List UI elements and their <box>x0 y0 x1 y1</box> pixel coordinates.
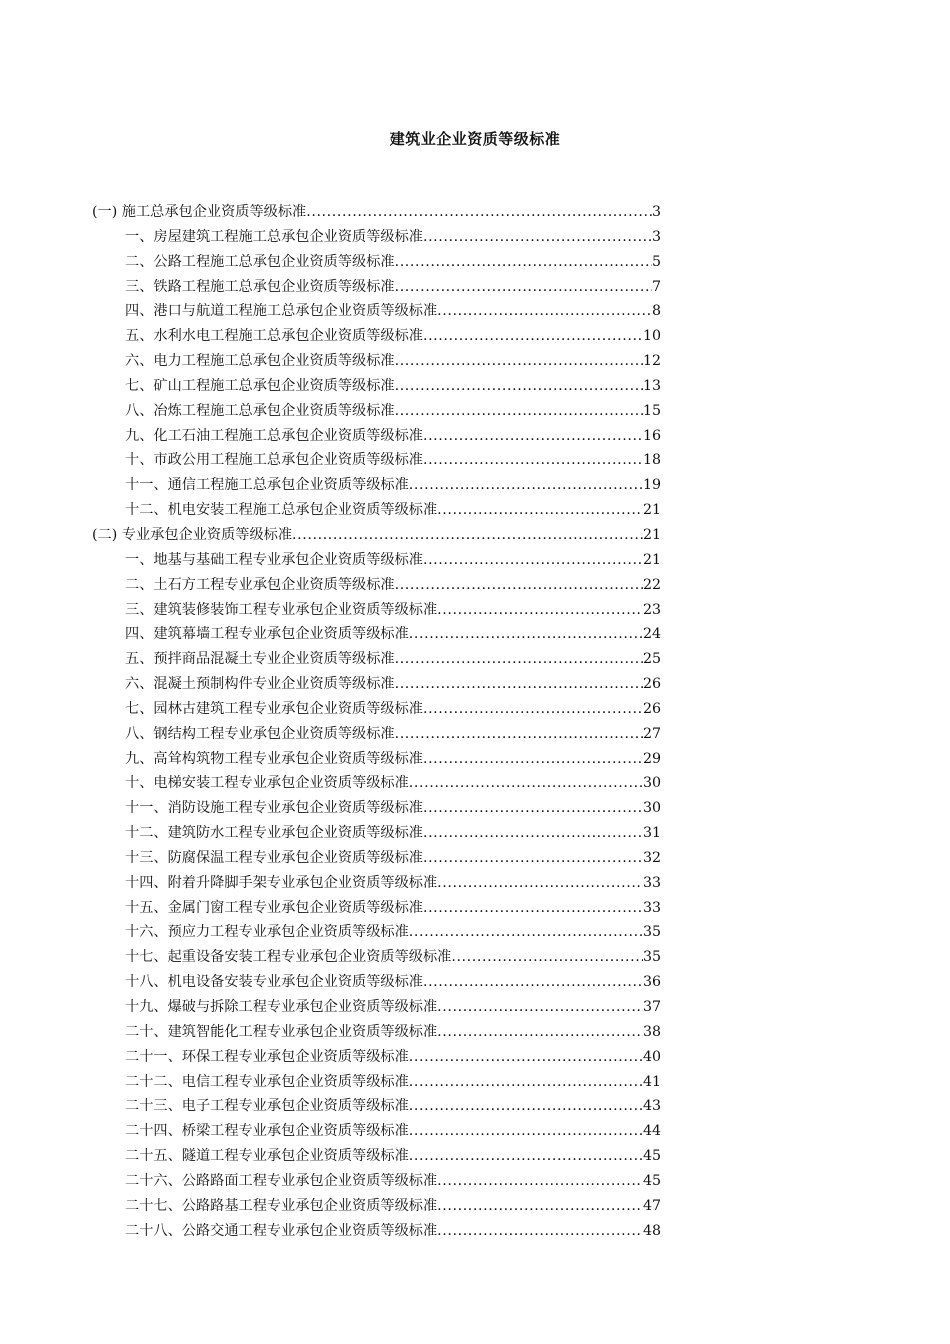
toc-entry[interactable] <box>92 1045 661 1070</box>
toc-entry-page-number: 38 <box>642 1023 661 1040</box>
toc-entry-page-number: 36 <box>642 974 661 991</box>
toc-entry-label: 九、高耸构筑物工程专业承包企业资质等级标准 <box>125 750 423 767</box>
toc-entry-label: 二、土石方工程专业承包企业资质等级标准 <box>125 576 395 593</box>
toc-dot-leader <box>395 647 643 672</box>
toc-entry-page-number: 27 <box>642 725 661 742</box>
toc-entry[interactable] <box>92 1119 661 1144</box>
toc-entry-label: 三、建筑装修装饰工程专业承包企业资质等级标准 <box>125 601 438 618</box>
toc-entry-page-number: 45 <box>642 1148 661 1165</box>
toc-entry[interactable] <box>92 920 661 945</box>
toc-entry[interactable] <box>92 697 661 722</box>
toc-entry-page-number: 5 <box>651 253 661 270</box>
toc-entry[interactable] <box>92 945 661 970</box>
toc-entry-page-number: 21 <box>642 526 661 543</box>
toc-entry-page-number: 33 <box>642 899 661 916</box>
toc-entry-label: 五、预拌商品混凝土专业企业资质等级标准 <box>125 651 395 668</box>
toc-entry-label: 二十六、公路路面工程专业承包企业资质等级标准 <box>125 1172 438 1189</box>
toc-entry-page-number: 29 <box>642 750 661 767</box>
toc-dot-leader <box>395 275 652 300</box>
toc-entry-page-number: 21 <box>642 551 661 568</box>
toc-entry-page-number: 37 <box>642 999 661 1015</box>
toc-dot-leader <box>409 622 643 647</box>
toc-entry-page-number: 19 <box>642 477 661 494</box>
toc-entry-label: 十三、防腐保温工程专业承包企业资质等级标准 <box>125 849 423 866</box>
toc-entry-page-number: 32 <box>642 849 661 866</box>
toc-entry-label: 二十一、环保工程专业承包企业资质等级标准 <box>125 1048 409 1065</box>
toc-entry-label: 三、铁路工程施工总承包企业资质等级标准 <box>125 278 395 295</box>
toc-entry[interactable] <box>92 672 661 697</box>
toc-dot-leader <box>423 448 643 473</box>
toc-entry-label: 二十二、电信工程专业承包企业资质等级标准 <box>125 1073 409 1090</box>
toc-entry-page-number: 41 <box>642 1073 661 1090</box>
toc-entry-label: 六、混凝土预制构件专业企业资质等级标准 <box>125 676 395 693</box>
toc-entry[interactable] <box>92 548 661 573</box>
toc-dot-leader <box>437 498 643 523</box>
toc-entry-label: 二十八、公路交通工程专业承包企业资质等级标准 <box>125 1222 438 1239</box>
toc-entry-label: 十二、机电安装工程施工总承包企业资质等级标准 <box>125 502 438 519</box>
toc-entry-label: 七、园林古建筑工程专业承包企业资质等级标准 <box>125 700 423 717</box>
toc-entry-page-number: 45 <box>642 1172 661 1189</box>
toc-entry-label: 十二、建筑防水工程专业承包企业资质等级标准 <box>125 825 423 842</box>
toc-entry[interactable] <box>92 299 661 324</box>
toc-entry-label: 二十五、隧道工程专业承包企业资质等级标准 <box>125 1148 409 1165</box>
toc-entry-label: 八、冶炼工程施工总承包企业资质等级标准 <box>125 402 395 419</box>
toc-dot-leader <box>292 523 643 548</box>
toc-entry-page-number: 47 <box>642 1197 661 1214</box>
toc-entry-page-number: 15 <box>642 402 661 419</box>
toc-entry-page-number: 10 <box>642 328 661 345</box>
toc-entry-page-number: 40 <box>642 1048 661 1065</box>
toc-entry-page-number: 22 <box>642 576 661 593</box>
toc-entry-page-number: 26 <box>642 676 661 693</box>
toc-entry[interactable] <box>92 995 661 1020</box>
toc-entry-label: 八、钢结构工程专业承包企业资质等级标准 <box>125 725 395 742</box>
toc-entry[interactable] <box>92 1194 661 1219</box>
toc-dot-leader <box>409 920 643 945</box>
toc-entry[interactable] <box>92 846 661 871</box>
toc-entry-label: (二) 专业承包企业资质等级标准 <box>92 526 293 543</box>
toc-entry-label: 二十四、桥梁工程专业承包企业资质等级标准 <box>125 1123 409 1140</box>
toc-dot-leader <box>437 995 643 1020</box>
toc-dot-leader <box>423 747 643 772</box>
toc-entry[interactable] <box>92 349 661 374</box>
toc-entry-page-number: 16 <box>642 427 661 444</box>
toc-entry-page-number: 33 <box>642 874 661 891</box>
toc-dot-leader <box>409 1144 643 1169</box>
toc-entry[interactable] <box>92 821 661 846</box>
toc-dot-leader <box>423 970 643 995</box>
toc-entry[interactable] <box>92 796 661 821</box>
toc-entry-page-number: 43 <box>642 1098 661 1115</box>
toc-dot-leader <box>423 846 643 871</box>
toc-entry-label: 四、港口与航道工程施工总承包企业资质等级标准 <box>125 303 438 320</box>
toc-dot-leader <box>409 1070 643 1095</box>
toc-entry-page-number: 30 <box>642 775 661 792</box>
toc-dot-leader <box>395 573 643 598</box>
toc-entry-page-number: 30 <box>642 800 661 817</box>
toc-dot-leader <box>437 1194 643 1219</box>
toc-entry[interactable] <box>92 896 661 921</box>
toc-entry-label: 十、电梯安装工程专业承包企业资质等级标准 <box>125 775 409 792</box>
toc-dot-leader <box>423 821 643 846</box>
toc-dot-leader <box>423 896 643 921</box>
toc-dot-leader <box>423 548 643 573</box>
toc-entry[interactable] <box>92 871 661 896</box>
toc-entry-label: 四、建筑幕墙工程专业承包企业资质等级标准 <box>125 626 409 643</box>
toc-entry-label: 十、市政公用工程施工总承包企业资质等级标准 <box>125 452 423 469</box>
toc-entry[interactable] <box>92 722 661 747</box>
toc-entry-page-number: 44 <box>642 1123 661 1140</box>
toc-entry-label: 七、矿山工程施工总承包企业资质等级标准 <box>125 377 395 394</box>
toc-entry-label: 五、水利水电工程施工总承包企业资质等级标准 <box>125 328 423 345</box>
toc-dot-leader <box>437 299 652 324</box>
toc-entry-label: 十四、附着升降脚手架专业承包企业资质等级标准 <box>125 874 438 891</box>
toc-dot-leader <box>395 349 643 374</box>
toc-entry-label: 十一、通信工程施工总承包企业资质等级标准 <box>125 477 409 494</box>
toc-dot-leader <box>395 399 643 424</box>
toc-entry-page-number: 24 <box>642 626 661 643</box>
toc-entry-page-number: 18 <box>642 452 661 469</box>
toc-entry-page-number: 13 <box>642 377 661 394</box>
toc-entry-label: 十七、起重设备安装工程专业承包企业资质等级标准 <box>125 949 452 966</box>
toc-entry[interactable] <box>92 324 661 349</box>
toc-dot-leader <box>395 374 643 399</box>
toc-entry[interactable] <box>92 275 661 300</box>
toc-dot-leader <box>395 250 652 275</box>
toc-entry[interactable] <box>92 1094 661 1119</box>
toc-entry[interactable] <box>92 424 661 449</box>
toc-entry-page-number: 35 <box>642 949 661 966</box>
toc-entry-label: 二十七、公路路基工程专业承包企业资质等级标准 <box>125 1197 438 1214</box>
document-title: 建筑业企业资质等级标准 <box>389 130 561 148</box>
toc-entry[interactable] <box>92 598 661 623</box>
toc-entry[interactable] <box>92 498 661 523</box>
toc-entry[interactable] <box>92 200 661 225</box>
toc-entry-page-number: 26 <box>642 700 661 717</box>
toc-dot-leader <box>306 200 652 225</box>
toc-entry[interactable] <box>92 225 661 250</box>
toc-entry[interactable] <box>92 448 661 473</box>
toc-entry-label: 十六、预应力工程专业承包企业资质等级标准 <box>125 924 409 941</box>
toc-entry-page-number: 25 <box>642 651 661 668</box>
table-of-contents <box>92 200 661 1243</box>
toc-entry-label: 六、电力工程施工总承包企业资质等级标准 <box>125 353 395 370</box>
toc-dot-leader <box>395 672 643 697</box>
toc-dot-leader <box>451 945 643 970</box>
toc-dot-leader <box>409 1094 643 1119</box>
toc-dot-leader <box>409 473 643 498</box>
toc-entry[interactable] <box>92 970 661 995</box>
toc-entry-page-number: 35 <box>642 924 661 941</box>
toc-entry[interactable] <box>92 399 661 424</box>
toc-entry[interactable] <box>92 1144 661 1169</box>
toc-entry-label: 一、房屋建筑工程施工总承包企业资质等级标准 <box>125 228 423 245</box>
toc-entry-label: 一、地基与基础工程专业承包企业资质等级标准 <box>125 551 423 568</box>
toc-entry-page-number: 7 <box>651 278 661 295</box>
toc-entry-label: 十一、消防设施工程专业承包企业资质等级标准 <box>125 800 423 817</box>
toc-entry[interactable] <box>92 622 661 647</box>
toc-entry[interactable] <box>92 573 661 598</box>
toc-dot-leader <box>395 722 643 747</box>
toc-entry-label: 二、公路工程施工总承包企业资质等级标准 <box>125 253 395 270</box>
toc-entry-page-number: 12 <box>642 353 661 370</box>
toc-dot-leader <box>423 796 643 821</box>
toc-entry-label: 二十三、电子工程专业承包企业资质等级标准 <box>125 1098 409 1115</box>
toc-dot-leader <box>423 324 643 349</box>
toc-entry-label: 十八、机电设备安装专业承包企业资质等级标准 <box>125 974 423 991</box>
toc-entry-label: 九、化工石油工程施工总承包企业资质等级标准 <box>125 427 423 444</box>
toc-entry-label: (一) 施工总承包企业资质等级标准 <box>92 204 307 220</box>
toc-entry[interactable] <box>92 1169 661 1194</box>
toc-entry[interactable] <box>92 647 661 672</box>
toc-dot-leader <box>437 1020 643 1045</box>
toc-dot-leader <box>437 1169 643 1194</box>
toc-dot-leader <box>409 1119 643 1144</box>
toc-entry-label: 二十、建筑智能化工程专业承包企业资质等级标准 <box>125 1023 438 1040</box>
toc-entry[interactable] <box>92 747 661 772</box>
toc-dot-leader <box>423 424 643 449</box>
toc-entry[interactable] <box>92 1020 661 1045</box>
toc-dot-leader <box>437 598 643 623</box>
toc-dot-leader <box>423 697 643 722</box>
toc-dot-leader <box>437 1219 643 1244</box>
toc-dot-leader <box>409 771 643 796</box>
toc-entry-page-number: 21 <box>642 502 661 519</box>
toc-entry-page-number: 31 <box>642 825 661 842</box>
toc-entry[interactable] <box>92 523 661 548</box>
toc-entry[interactable] <box>92 250 661 275</box>
toc-entry[interactable] <box>92 374 661 399</box>
toc-entry-page-number: 8 <box>651 303 661 320</box>
toc-entry[interactable] <box>92 473 661 498</box>
toc-dot-leader <box>409 1045 643 1070</box>
toc-entry[interactable] <box>92 1219 661 1244</box>
toc-entry-page-number: 3 <box>651 228 661 245</box>
toc-entry[interactable] <box>92 1070 661 1095</box>
toc-dot-leader <box>423 225 652 250</box>
toc-entry-page-number: 3 <box>651 204 661 220</box>
toc-entry-page-number: 23 <box>642 601 661 618</box>
toc-entry-label: 十五、金属门窗工程专业承包企业资质等级标准 <box>125 899 423 916</box>
toc-entry-page-number: 48 <box>642 1222 661 1239</box>
toc-entry-label: 十九、爆破与拆除工程专业承包企业资质等级标准 <box>125 999 438 1015</box>
toc-entry[interactable] <box>92 771 661 796</box>
toc-dot-leader <box>437 871 643 896</box>
